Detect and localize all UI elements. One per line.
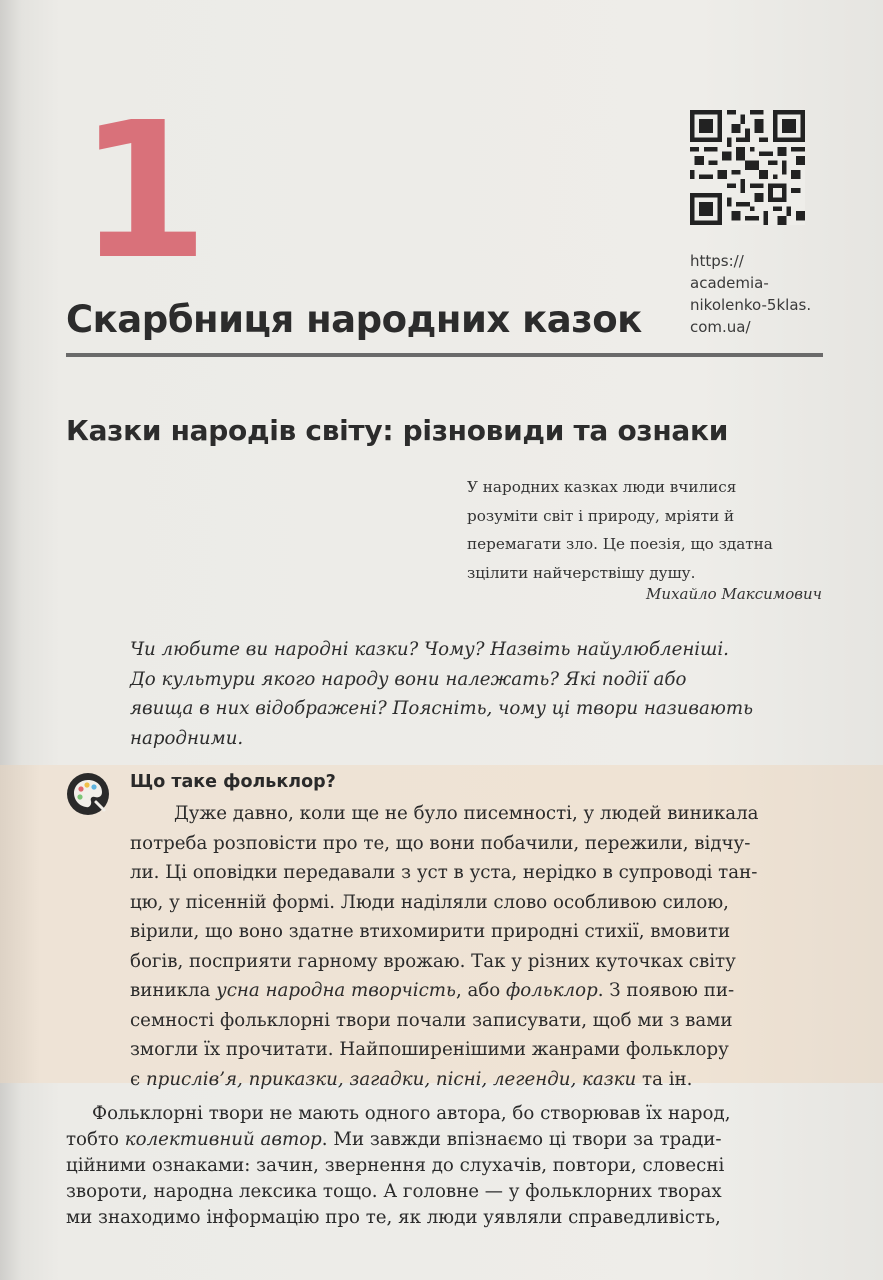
question-line: До культури якого народу вони належать? Які події або — [130, 668, 687, 690]
chapter-title: Скарбниця народних казок — [66, 298, 642, 341]
epigraph-author: Михайло Максимович — [646, 585, 822, 603]
text-line — [130, 976, 830, 1006]
term-collective-author: колективний автор — [124, 1129, 322, 1150]
text-line: ли. Ці оповідки передавали з уст в уста, нерідко в супроводі тан- — [130, 862, 758, 883]
text-line — [66, 1127, 826, 1153]
text-line: ційними ознаками: зачин, звернення до слухачів, повтори, словесні — [66, 1155, 725, 1176]
text-line: семності фольклорні твори почали записувати, щоб ми з вами — [130, 1009, 733, 1031]
body-paragraph — [66, 1101, 826, 1231]
epigraph — [467, 473, 827, 587]
question-line: народними. — [130, 727, 244, 749]
section-title: Казки народів світу: різновиди та ознаки — [66, 414, 729, 447]
qr-url-line: https:// — [690, 252, 744, 270]
text-line: цю, у пісенній формі. Люди наділяли слово особливою силою, — [130, 891, 729, 913]
text-line: змогли їх прочитати. Найпоширенішими жанрами фольклору — [130, 1039, 729, 1060]
term-oral-folk-art: усна народна творчість — [216, 980, 456, 1001]
text-run: тобто — [66, 1129, 125, 1150]
intro-questions — [130, 635, 830, 753]
text-run: . Ми завжди впізнаємо ці твори за тради- — [321, 1129, 722, 1150]
text-run: є — [130, 1068, 146, 1090]
chapter-number: 1 — [78, 82, 209, 301]
question-line: явища в них відображені? Поясніть, чому ці твори називають — [130, 698, 753, 719]
title-divider — [66, 353, 823, 357]
epigraph-line: розуміти світ і природу, мріяти й — [467, 506, 735, 525]
text-line: звороти, народна лексика тощо. А головне — у фольклорних творах — [66, 1181, 722, 1202]
folklore-box-title: Що таке фольклор? — [130, 772, 336, 792]
qr-code-icon[interactable] — [690, 110, 805, 225]
folklore-box-text — [130, 799, 830, 1094]
epigraph-line: зцілити найчерствішу душу. — [467, 563, 696, 582]
text-line: ми знаходимо інформацію про те, як люди уявляли справедливість, — [66, 1207, 721, 1228]
qr-url[interactable] — [690, 250, 840, 338]
text-run: . З появою пи- — [597, 980, 735, 1001]
text-line: Фольклорні твори не мають одного автора, бо створював їх народ, — [92, 1103, 731, 1124]
text-line — [130, 1065, 830, 1095]
text-run: та ін. — [636, 1068, 693, 1090]
question-line: Чи любите ви народні казки? Чому? Назвіть найулюбленіші. — [130, 639, 729, 660]
text-line: богів, посприяти гарному врожаю. Так у різних куточках світу — [130, 950, 736, 972]
epigraph-line: У народних казках люди вчилися — [467, 478, 737, 496]
qr-url-line: academia- — [690, 274, 769, 292]
term-genres: прислів’я, приказки, загадки, пісні, легенди, казки — [145, 1068, 637, 1090]
text-run: , або — [455, 980, 507, 1001]
qr-url-line: com.ua/ — [690, 318, 751, 336]
text-line: потреба розповісти про те, що вони побачили, пережили, відчу- — [130, 832, 751, 854]
qr-url-line: nikolenko-5klas. — [690, 296, 812, 314]
term-folklore: фольклор — [506, 980, 598, 1001]
text-line: вірили, що воно здатне втихомирити природні стихії, вмовити — [130, 921, 731, 942]
text-line: Дуже давно, коли ще не було писемності, у людей виникала — [174, 803, 759, 824]
palette-icon — [66, 772, 110, 816]
epigraph-line: перемагати зло. Це поезія, що здатна — [467, 535, 773, 553]
text-run: виникла — [130, 980, 217, 1001]
